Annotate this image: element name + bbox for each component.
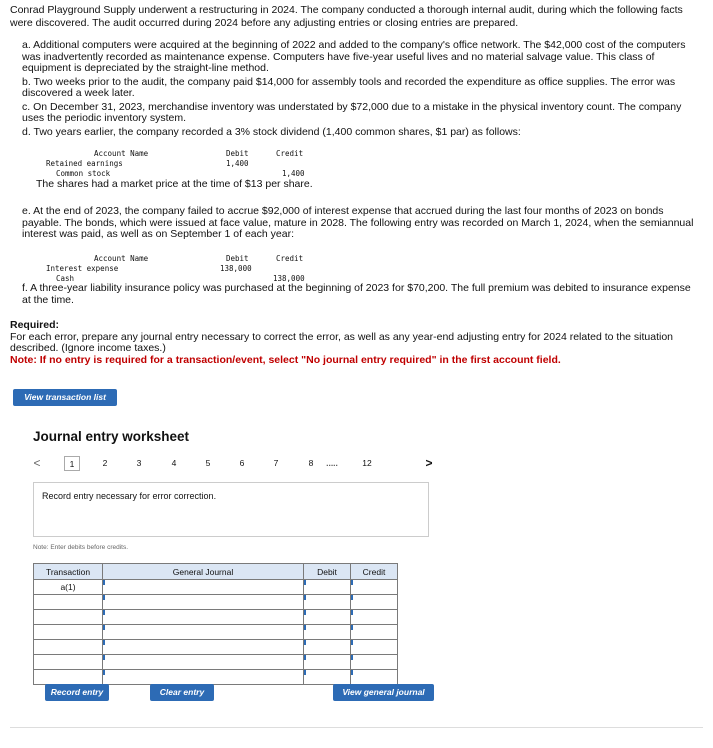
debit-input[interactable]	[304, 640, 351, 655]
debit-input[interactable]	[304, 610, 351, 625]
tab-ellipsis: .....	[326, 458, 338, 468]
transaction-cell	[34, 655, 103, 670]
table-row	[34, 640, 398, 655]
tab-4[interactable]: 4	[171, 458, 177, 468]
col-debit: Debit	[226, 254, 249, 263]
tab-8[interactable]: 8	[308, 458, 314, 468]
tab-5[interactable]: 5	[205, 458, 211, 468]
credit-input[interactable]	[351, 655, 398, 670]
col-account-name: Account Name	[94, 254, 149, 263]
fact-a: a. Additional computers were acquired at the beginning of 2022 and added to the company's office network. The $42,000 cost of the computers was inadvertently recorded as maintenance expense. Computers have five-year useful lives and no material salvage value. This class of equipment is depreciated by the straight-line method.	[22, 39, 686, 74]
debit-header: Debit	[304, 564, 351, 580]
entry-account: Cash	[56, 274, 75, 283]
entry-credit: 138,000	[273, 274, 305, 283]
facts-list	[22, 40, 702, 140]
table-row	[34, 580, 398, 595]
entry-debit: 1,400	[226, 159, 249, 168]
credit-input[interactable]	[351, 640, 398, 655]
intro-text: Conrad Playground Supply underwent a restructuring in 2024. The company conducted a thorough internal audit, during which the following facts were discovered. The audit occurred during 2024 before any adjusting entries or closing entries are prepared.	[10, 4, 683, 29]
credit-input[interactable]	[351, 670, 398, 685]
credit-input[interactable]	[351, 595, 398, 610]
transaction-cell	[34, 625, 103, 640]
col-credit: Credit	[276, 254, 304, 263]
table-row	[34, 655, 398, 670]
account-select[interactable]	[103, 655, 304, 670]
credit-input[interactable]	[351, 625, 398, 640]
fact-b: b. Two weeks prior to the audit, the company paid $14,000 for assembly tools and recorded the expenditure as office supplies. The error was discovered a week later.	[22, 75, 676, 99]
tab-3[interactable]: 3	[136, 458, 142, 468]
col-account-name: Account Name	[94, 149, 149, 158]
required-label: Required:	[10, 319, 60, 331]
col-debit: Debit	[226, 149, 249, 158]
fact-d: d. Two years earlier, the company recorded a 3% stock dividend (1,400 common shares, $1 par) as follows:	[22, 125, 521, 138]
record-entry-button[interactable]: Record entry	[45, 684, 109, 701]
tab-12[interactable]: 12	[362, 458, 372, 468]
divider	[10, 727, 703, 728]
account-select[interactable]	[103, 580, 304, 595]
worksheet-title: Journal entry worksheet	[33, 429, 190, 444]
required-section	[10, 320, 700, 366]
required-note: Note: If no entry is required for a transaction/event, select "No journal entry required" in the first account field.	[10, 353, 561, 366]
table-row	[34, 610, 398, 625]
transaction-cell: a(1)	[34, 580, 103, 595]
entry-account: Retained earnings	[46, 159, 123, 168]
prev-arrow-icon[interactable]: <	[33, 456, 41, 470]
credit-header: Credit	[351, 564, 398, 580]
journal-table	[33, 563, 398, 685]
debit-input[interactable]	[304, 625, 351, 640]
credit-input[interactable]	[351, 610, 398, 625]
credit-input[interactable]	[351, 580, 398, 595]
entry-credit: 1,400	[282, 169, 305, 178]
account-select[interactable]	[103, 670, 304, 685]
table-row	[34, 670, 398, 685]
account-select[interactable]	[103, 610, 304, 625]
instruction-box	[33, 482, 429, 537]
transaction-cell	[34, 670, 103, 685]
view-general-journal-button[interactable]: View general journal	[333, 684, 434, 701]
table-row	[34, 625, 398, 640]
clear-entry-button[interactable]: Clear entry	[150, 684, 214, 701]
view-transaction-list-button[interactable]: View transaction list	[13, 389, 117, 406]
debit-input[interactable]	[304, 670, 351, 685]
transaction-cell	[34, 595, 103, 610]
table-row	[34, 595, 398, 610]
tab-2[interactable]: 2	[102, 458, 108, 468]
debit-input[interactable]	[304, 580, 351, 595]
entry-debit: 138,000	[220, 264, 252, 273]
transaction-header: Transaction	[34, 564, 103, 580]
market-price-note: The shares had a market price at the time of $13 per share.	[36, 178, 313, 190]
entry-tabs	[30, 456, 440, 472]
col-credit: Credit	[276, 149, 304, 158]
fact-e: e. At the end of 2023, the company failed to accrue $92,000 of interest expense that accrued during the last four months of 2023 on bonds payable. The bonds, which were issued at face value, mature in 2028. The following entry was recorded on March 1, 2024, when the semiannual interest was paid, as well as on September 1 of each year:	[22, 205, 694, 240]
fact-f: f. A three-year liability insurance policy was purchased at the beginning of 2023 for $70,200. The full premium was debited to insurance expense at the time.	[22, 282, 691, 306]
tab-6[interactable]: 6	[239, 458, 245, 468]
entry-account: Interest expense	[46, 264, 119, 273]
account-select[interactable]	[103, 625, 304, 640]
tab-7[interactable]: 7	[273, 458, 279, 468]
account-select[interactable]	[103, 640, 304, 655]
debits-note: Note: Enter debits before credits.	[33, 544, 129, 551]
next-arrow-icon[interactable]: >	[425, 456, 433, 470]
fact-c: c. On December 31, 2023, merchandise inventory was understated by $72,000 due to a mistake in the physical inventory count. The company uses the periodic inventory system.	[22, 100, 682, 124]
tab-1[interactable]: 1	[64, 456, 80, 471]
entry-account: Common stock	[56, 169, 111, 178]
debit-input[interactable]	[304, 655, 351, 670]
transaction-cell	[34, 640, 103, 655]
transaction-cell	[34, 610, 103, 625]
debit-input[interactable]	[304, 595, 351, 610]
account-select[interactable]	[103, 595, 304, 610]
required-text: For each error, prepare any journal entry necessary to correct the error, as well as any year-end adjusting entry for 2024 related to the situation described. (Ignore income taxes.)	[10, 330, 674, 354]
general-journal-header: General Journal	[103, 564, 304, 580]
instruction-text: Record entry necessary for error correction.	[42, 491, 217, 501]
